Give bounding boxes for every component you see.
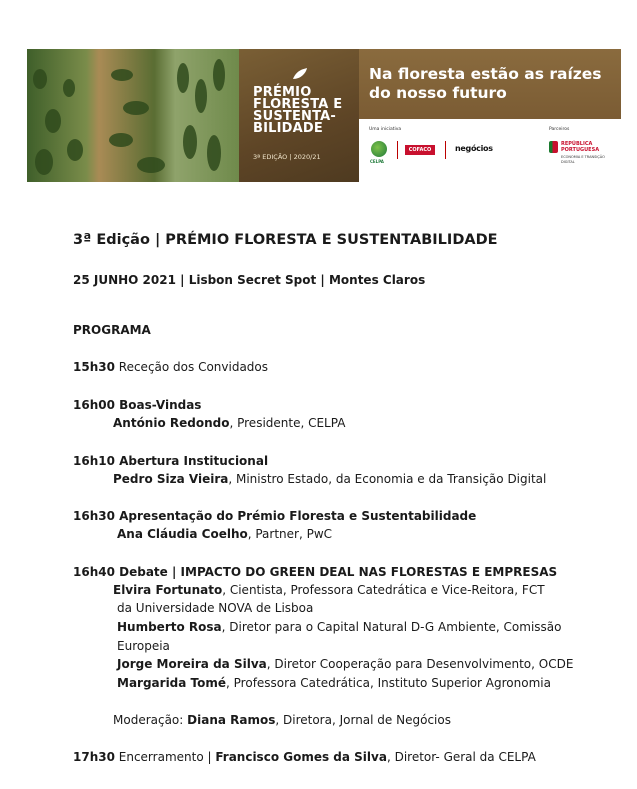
award-title: PRÉMIO FLORESTA E SUSTENTA-BILIDADE (253, 85, 343, 136)
partners-label: Parceiros (549, 127, 570, 132)
item-title: Apresentação do Prémio Floresta e Sustentabilidade (119, 509, 477, 523)
speaker-line (113, 416, 345, 431)
item-title: Receção dos Convidados (118, 360, 269, 374)
speaker-name: Jorge Moreira da Silva (117, 657, 267, 671)
forest-photos (27, 49, 239, 182)
item-time: 15h30 (73, 360, 115, 374)
republica-logo: REPÚBLICA PORTUGUESA (561, 141, 600, 153)
program-item (73, 509, 476, 524)
item-time: 16h00 (73, 398, 115, 412)
speaker-role: , Partner, PwC (247, 527, 333, 541)
speaker-role: , Diretor Cooperação para Desenvolvimento, OCDE (266, 657, 574, 671)
cofaco-logo: COFACO (405, 145, 435, 155)
moderation-line (113, 713, 451, 728)
speaker-role-continued: Europeia (117, 639, 170, 653)
logo-divider (397, 141, 398, 159)
celpa-logo-text: CELPA (370, 159, 384, 164)
speaker-role: , Diretor para o Capital Natural D-G Ambiente, Comissão (221, 620, 562, 634)
speaker-line (117, 620, 562, 635)
item-time: 16h40 (73, 565, 115, 579)
speaker-role: , Cientista, Professora Catedrática e Vice-Reitora, FCT (222, 583, 545, 597)
event-info: 25 JUNHO 2021 | Lisbon Secret Spot | Montes Claros (73, 273, 426, 287)
item-time: 16h30 (73, 509, 115, 523)
item-title: Boas-Vindas (119, 398, 202, 412)
program-item (73, 398, 201, 413)
speaker-role-continued: da Universidade NOVA de Lisboa (117, 601, 314, 615)
slogan-line-2: do nosso futuro (369, 84, 507, 102)
closing-speaker: Francisco Gomes da Silva (215, 750, 387, 764)
award-brand-panel (239, 49, 359, 182)
moderation-label: Moderação: (113, 713, 184, 727)
organizers-label: Uma iniciativa (369, 127, 402, 132)
slogan-line-1: Na floresta estão as raízes (369, 65, 602, 83)
speaker-line (117, 657, 573, 672)
republica-shield-icon (549, 141, 558, 153)
program-item (73, 565, 557, 580)
speaker-name: Pedro Siza Vieira (113, 472, 229, 486)
logo-divider (445, 141, 446, 159)
item-title: Debate | IMPACTO DO GREEN DEAL NAS FLORESTAS E EMPRESAS (119, 565, 558, 579)
speaker-name: Margarida Tomé (117, 676, 227, 690)
speaker-name: Elvira Fortunato (113, 583, 223, 597)
award-edition: 3ª EDIÇÃO | 2020/21 (253, 153, 321, 161)
moderator-role: , Diretora, Jornal de Negócios (275, 713, 451, 727)
speaker-role: , Presidente, CELPA (229, 416, 346, 430)
negocios-logo: negócios (455, 144, 493, 153)
slogan-panel (359, 49, 621, 182)
speaker-line (113, 583, 545, 598)
speaker-role: , Professora Catedrática, Instituto Superior Agronomia (226, 676, 551, 690)
item-title: Abertura Institucional (119, 454, 269, 468)
event-banner (27, 49, 621, 182)
closing-label: Encerramento | (114, 750, 216, 764)
speaker-role: , Ministro Estado, da Economia e da Transição Digital (228, 472, 547, 486)
sponsor-logos (359, 119, 621, 182)
item-time: 17h30 (73, 750, 115, 764)
closing-role: , Diretor- Geral da CELPA (386, 750, 536, 764)
program-item (73, 454, 268, 469)
speaker-name: Humberto Rosa (117, 620, 222, 634)
page-title: 3ª Edição | PRÉMIO FLORESTA E SUSTENTABILIDADE (73, 232, 498, 248)
speaker-line (113, 472, 546, 487)
speaker-name: António Redondo (113, 416, 230, 430)
slogan (369, 65, 609, 103)
programa-label: PROGRAMA (73, 323, 151, 337)
leaf-icon (291, 67, 309, 81)
speaker-line (117, 676, 551, 691)
program-item (73, 360, 268, 375)
speaker-line (117, 527, 332, 542)
closing-line (73, 750, 536, 765)
moderator-name: Diana Ramos (187, 713, 276, 727)
celpa-logo (371, 141, 387, 157)
item-time: 16h10 (73, 454, 115, 468)
speaker-name: Ana Cláudia Coelho (117, 527, 248, 541)
republica-logo-sub: ECONOMIA E TRANSIÇÃO DIGITAL (561, 155, 605, 164)
